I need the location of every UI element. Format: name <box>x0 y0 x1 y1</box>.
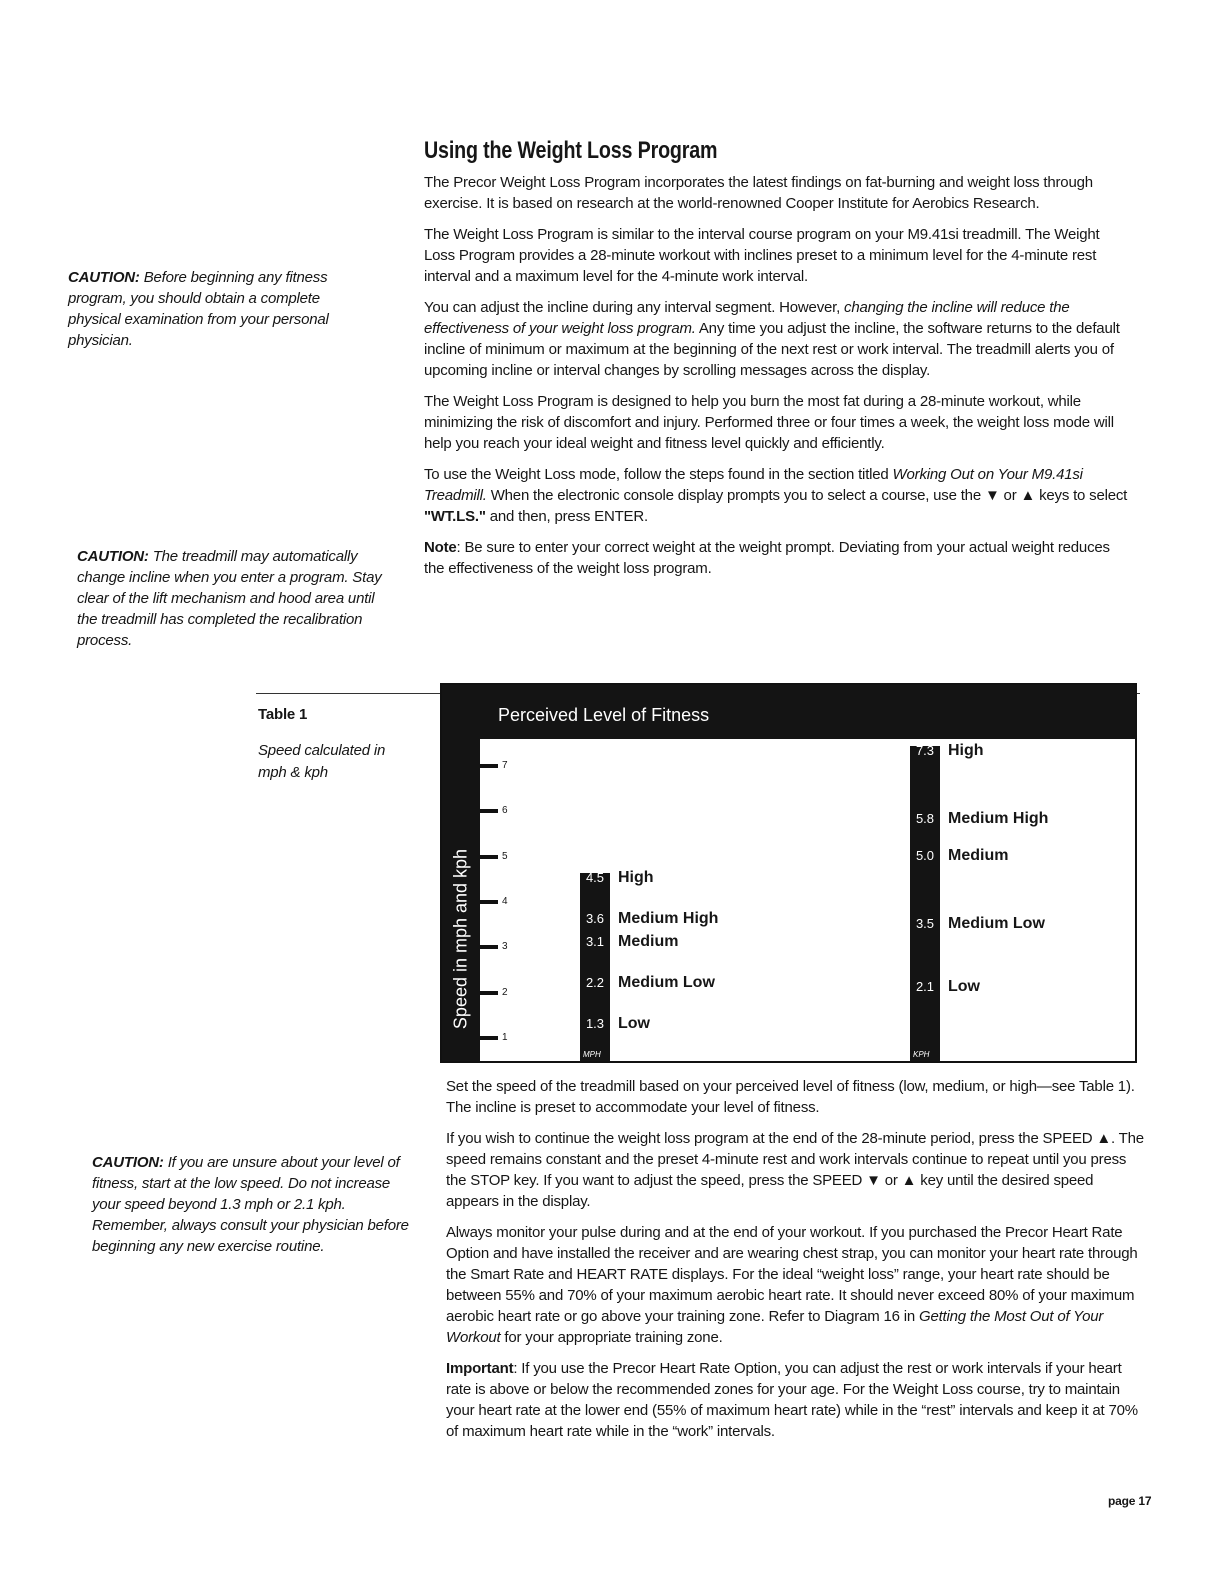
y-axis-bar <box>442 739 480 1061</box>
emphasis-text: changing the incline will reduce the effectiveness of your weight loss program. <box>424 299 1070 337</box>
text-run: Always monitor your pulse during and at the end of your workout. If you purchased the Precor Heart Rate Option and have installed the receiver and are wearing chest strap, you can monitor your heart rate through the Smart Rate and HEART RATE displays. For the ideal “weight loss” range, your heart rate should be between 55% and 70% of your maximum aerobic heart rate. It should never exceed 80% of your maximum aerobic heart rate or go above your training zone. Refer to Diagram 16 in <box>446 1224 1138 1325</box>
fitness-level-label: High <box>618 869 654 887</box>
caution-text: If you are unsure about your level of fitness, start at the low speed. Do not increase your speed beyond 1.3 mph or 2.1 kph. Remember, always consult your physician before beginning any new exercise routine. <box>92 1154 409 1255</box>
paragraph: The Weight Loss Program is designed to help you burn the most fat during a 28-minute workout, while minimizing the risk of discomfort and injury. Performed three or four times a week, the weight loss mode will help you reach your ideal weight and fitness level quickly and efficiently. <box>424 393 1114 452</box>
caution-note-1 <box>68 267 368 351</box>
speed-column-mph <box>580 873 610 1061</box>
paragraph: If you wish to continue the weight loss program at the end of the 28-minute period, press the SPEED ▲. The speed remains constant and the preset 4-minute rest and work intervals continue to repeat until you press the STOP key. If you want to adjust the speed, press the SPEED ▼ or ▲ key until the desired speed appears in the display. <box>446 1130 1144 1210</box>
y-tick-label: 7 <box>502 759 508 771</box>
unit-label: MPH <box>583 1050 601 1059</box>
speed-value: 3.5 <box>915 915 935 931</box>
y-tick <box>480 945 498 949</box>
table-label: Table 1 <box>258 706 308 723</box>
fitness-level-label: High <box>948 742 984 760</box>
y-tick <box>480 1036 498 1040</box>
speed-value: 5.0 <box>915 847 935 863</box>
fitness-level-label: Medium High <box>948 810 1049 828</box>
speed-section <box>446 1076 1146 1452</box>
speed-value: 2.2 <box>585 974 605 990</box>
fitness-level-label: Low <box>948 978 980 996</box>
important-paragraph <box>446 1358 1146 1442</box>
fitness-level-label: Medium High <box>618 910 719 928</box>
page-title: Using the Weight Loss Program <box>424 137 718 164</box>
speed-value: 3.1 <box>585 933 605 949</box>
paragraph: The Weight Loss Program is similar to the interval course program on your M9.41si treadmill. The Weight Loss Program provides a 28-minute workout with inclines preset to a minimum level for the 4-minute rest interval and a maximum level for the 4-minute work interval. <box>424 226 1100 285</box>
speed-column-kph <box>910 746 940 1061</box>
fitness-level-label: Low <box>618 1014 650 1032</box>
y-tick-label: 6 <box>502 805 508 817</box>
y-tick <box>480 855 498 859</box>
text-run: for your appropriate training zone. <box>500 1329 723 1346</box>
y-tick <box>480 900 498 904</box>
speed-value: 2.1 <box>915 979 935 995</box>
text-run: Any time you adjust the incline, the software returns to the default incline of minimum or maximum at the beginning of the next rest or work interval. The treadmill alerts you of upcoming incline or interval changes by scrolling messages across the display. <box>424 320 1120 379</box>
page-number: page 17 <box>1108 1494 1152 1508</box>
y-tick-label: 1 <box>502 1032 508 1044</box>
y-axis-label: Speed in mph and kph <box>450 848 471 1030</box>
emphasis-text: Working Out on Your M9.41si Treadmill. <box>424 466 1083 504</box>
paragraph <box>446 1222 1146 1348</box>
important-label: Important <box>446 1360 514 1377</box>
caution-label: CAUTION: <box>92 1154 164 1171</box>
fitness-level-label: Medium Low <box>618 973 715 991</box>
caution-label: CAUTION: <box>68 269 140 286</box>
speed-value: 3.6 <box>585 911 605 927</box>
paragraph: Set the speed of the treadmill based on your perceived level of fitness (low, medium, or high—see Table 1). The incline is preset to accommodate your level of fitness. <box>446 1078 1135 1116</box>
speed-value: 5.8 <box>915 811 935 827</box>
text-run: and then, press ENTER. <box>485 508 648 525</box>
y-tick <box>480 764 498 768</box>
text-run: When the electronic console display prompts you to select a course, use the ▼ or ▲ keys to select <box>486 487 1128 504</box>
fitness-level-label: Medium <box>948 846 1009 864</box>
chart-header <box>442 685 1135 739</box>
table-caption: Speed calculated in mph & kph <box>258 742 386 781</box>
paragraph <box>424 464 1134 527</box>
note-paragraph <box>424 537 1134 579</box>
unit-label: KPH <box>913 1050 930 1059</box>
y-tick-label: 4 <box>502 896 508 907</box>
emphasis-text: Getting the Most Out of Your Workout <box>446 1308 1104 1346</box>
chart-title: Perceived Level of Fitness <box>498 705 710 725</box>
paragraph <box>424 297 1134 381</box>
speed-value: 1.3 <box>585 1015 605 1031</box>
note-text: : Be sure to enter your correct weight at the weight prompt. Deviating from your actual weight reduces the effectiveness of the weight loss program. <box>424 539 1110 577</box>
fitness-level-label: Medium <box>618 932 679 950</box>
y-tick-label: 3 <box>502 941 508 953</box>
y-tick-label: 2 <box>502 986 508 998</box>
caution-note-2 <box>77 546 397 651</box>
y-tick <box>480 991 498 995</box>
intro-section <box>424 172 1134 589</box>
y-tick <box>480 809 498 813</box>
note-label: Note <box>424 539 457 556</box>
speed-value: 4.5 <box>585 870 605 886</box>
y-tick-label: 5 <box>502 850 508 862</box>
text-run: You can adjust the incline during any interval segment. However, <box>424 299 845 316</box>
caution-text: The treadmill may automatically change incline when you enter a program. Stay clear of the lift mechanism and hood area until the treadmill has completed the recalibration process. <box>77 548 382 649</box>
caution-label: CAUTION: <box>77 548 149 565</box>
key-name: "WT.LS." <box>424 508 486 525</box>
speed-value: 7.3 <box>915 743 935 759</box>
fitness-speed-chart <box>440 683 1137 1063</box>
text-run: To use the Weight Loss mode, follow the steps found in the section titled <box>424 466 893 483</box>
important-text: : If you use the Precor Heart Rate Option, you can adjust the rest or work intervals if your heart rate is above or below the recommended zones for your age. For the Weight Loss course, try to maintain your heart rate at the lower end (55% of maximum heart rate) while in the “rest” intervals and keep it at 70% of maximum heart rate while in the “work” intervals. <box>446 1360 1138 1440</box>
caution-note-3 <box>92 1152 422 1257</box>
paragraph: The Precor Weight Loss Program incorporates the latest findings on fat-burning and weight loss through exercise. It is based on research at the world-renowned Cooper Institute for Aerobics Research. <box>424 174 1093 212</box>
caution-text: Before beginning any fitness program, you should obtain a complete physical examination from your personal physician. <box>68 269 329 349</box>
fitness-level-label: Medium Low <box>948 914 1045 932</box>
